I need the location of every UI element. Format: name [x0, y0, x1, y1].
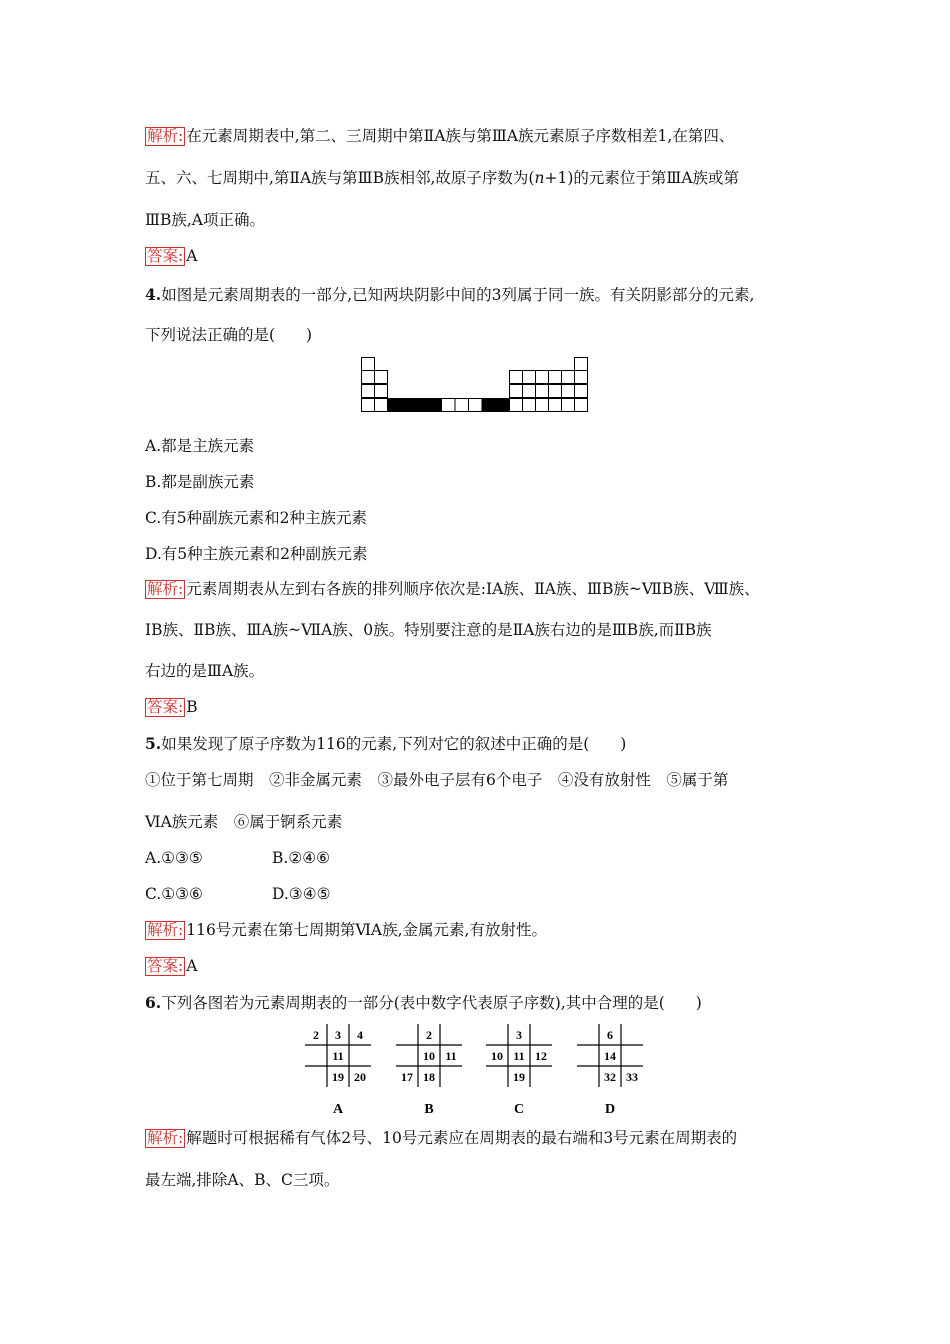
grid-option-c [486, 1024, 552, 1117]
shaded-block-right [482, 399, 509, 412]
q5-stem-line-2: ①位于第七周期 ②非金属元素 ③最外电子层有6个电子 ④没有放射性 ⑤属于第 [145, 771, 729, 789]
atomic-number: 11 [332, 1049, 344, 1063]
atomic-number: 10 [491, 1049, 503, 1063]
atomic-number: 32 [604, 1070, 616, 1084]
q3-analysis-line-2: 五、六、七周期中,第ⅡA族与第ⅢB族相邻,故原子序数为(n+1)的元素位于第ⅢA族或第 [145, 169, 740, 187]
q4-analysis-line-1: 解析: 元素周期表从左到右各族的排列顺序依次是:ⅠA族、ⅡA族、ⅢB族~ⅦB族、Ⅷ族、 [147, 580, 760, 598]
q6-analysis-line-1: 解析: 解题时可根据稀有气体2号、10号元素应在周期表的最右端和3号元素在周期表的 [147, 1129, 738, 1147]
q4-answer: 答案: B [147, 698, 198, 716]
atomic-number: 20 [354, 1070, 366, 1084]
atomic-number: 10 [423, 1049, 435, 1063]
analysis-tag: 解析: [147, 127, 184, 145]
q6-analysis-line-2: 最左端,排除A、B、C三项。 [145, 1171, 340, 1189]
atomic-number: 2 [313, 1028, 319, 1042]
q5-option-a: A.①③⑤ [145, 849, 203, 867]
q4-number: 4. [145, 285, 162, 304]
q5-number: 5. [145, 734, 162, 753]
atomic-number: 11 [513, 1049, 525, 1063]
answer-tag: 答案: [147, 957, 184, 975]
atomic-number: 12 [535, 1049, 547, 1063]
grid-label: C [513, 1102, 525, 1117]
q5-answer: 答案: A [147, 957, 198, 975]
analysis-tag: 解析: [147, 580, 184, 598]
atomic-number: 3 [335, 1028, 341, 1042]
q5-option-c: C.①③⑥ [145, 885, 203, 903]
shaded-block-left [388, 399, 442, 412]
atomic-number: 2 [426, 1028, 432, 1042]
q6-number: 6. [145, 993, 162, 1012]
q4-analysis-line-3: 右边的是ⅢA族。 [145, 662, 265, 680]
q5-stem-line-1: 5.如果发现了原子序数为116的元素,下列对它的叙述中正确的是( ) [145, 734, 627, 753]
q5-analysis: 解析: 116号元素在第七周期第ⅥA族,金属元素,有放射性。 [147, 921, 547, 939]
q4-option-a: A.都是主族元素 [145, 437, 255, 455]
atomic-number: 11 [445, 1049, 457, 1063]
atomic-number: 3 [516, 1028, 522, 1042]
atomic-number: 33 [626, 1070, 638, 1084]
atomic-number: 19 [332, 1070, 344, 1084]
atomic-number: 18 [423, 1070, 435, 1084]
q4-option-d: D.有5种主族元素和2种副族元素 [145, 545, 368, 563]
grid-option-a [305, 1024, 371, 1117]
answer-tag: 答案: [147, 247, 184, 265]
q6-grid-options [300, 1024, 650, 1119]
q5-option-b: B.②④⑥ [272, 849, 331, 867]
atomic-number: 4 [357, 1028, 363, 1042]
q4-stem-line-2: 下列说法正确的是( ) [145, 326, 313, 344]
q5-stem-line-3: ⅥA族元素 ⑥属于锕系元素 [145, 813, 343, 831]
q5-option-d: D.③④⑤ [272, 885, 331, 903]
grid-option-d [577, 1024, 643, 1117]
q3-analysis-line-3: ⅢB族,A项正确。 [145, 211, 265, 229]
grid-option-b [396, 1024, 462, 1117]
q6-stem: 6.下列各图若为元素周期表的一部分(表中数字代表原子序数),其中合理的是( ) [145, 993, 702, 1012]
analysis-tag: 解析: [147, 1129, 184, 1147]
atomic-number: 14 [604, 1049, 616, 1063]
answer-tag: 答案: [147, 698, 184, 716]
q3-answer: 答案: A [147, 247, 198, 265]
atomic-number: 6 [607, 1028, 613, 1042]
q4-option-b: B.都是副族元素 [145, 473, 255, 491]
q4-analysis-line-2: ⅠB族、ⅡB族、ⅢA族~ⅦA族、0族。特别要注意的是ⅡA族右边的是ⅢB族,而ⅡB族 [145, 621, 712, 639]
analysis-tag: 解析: [147, 921, 184, 939]
q4-stem-line-1: 4.如图是元素周期表的一部分,已知两块阴影中间的3列属于同一族。有关阴影部分的元素, [145, 285, 755, 304]
atomic-number: 17 [401, 1070, 413, 1084]
q4-option-c: C.有5种副族元素和2种主族元素 [145, 509, 367, 527]
grid-label: A [332, 1102, 344, 1117]
q3-analysis-line-1: 解析: 在元素周期表中,第二、三周期中第ⅡA族与第ⅢA族元素原子序数相差1,在第四、 [147, 127, 735, 145]
grid-label: D [604, 1102, 616, 1117]
grid-label: B [424, 1102, 434, 1117]
periodic-table-diagram [361, 357, 591, 412]
atomic-number: 19 [513, 1070, 525, 1084]
